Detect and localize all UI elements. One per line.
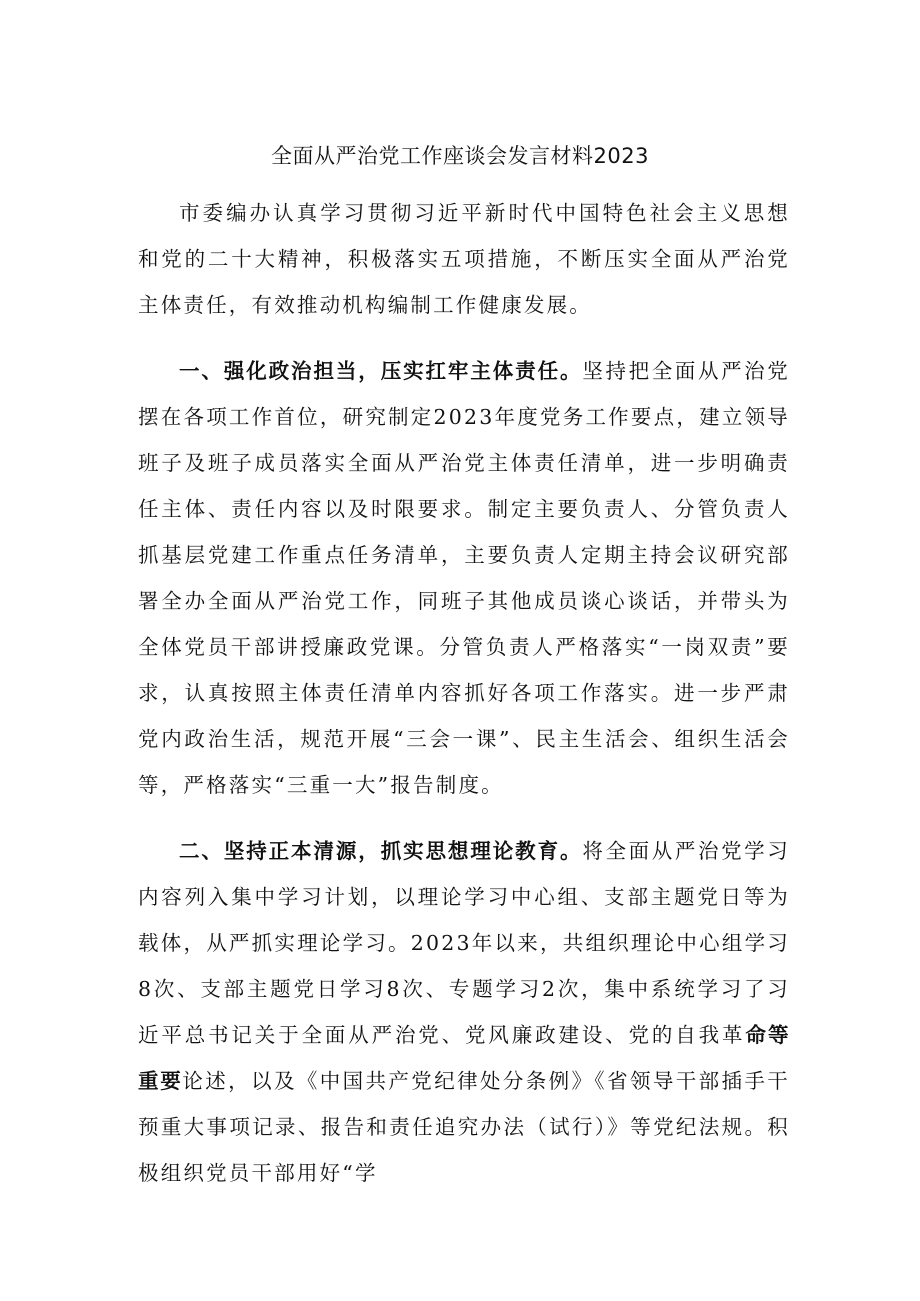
document-title: 全面从严治党工作座谈会发言材料2023 xyxy=(271,144,649,168)
paragraph-intro-text: 市委编办认真学习贯彻习近平新时代中国特色社会主义思想和党的二十大精神，积极落实五项措施，不断压实全面从严治党主体责任，有效推动机构编制工作健康发展。 xyxy=(138,201,790,317)
section-two-bold-inline: 命等重要 xyxy=(138,1023,791,1093)
section-two-heading: 二、坚持正本清源，抓实思想理论教育。 xyxy=(179,839,583,863)
paragraph-section-one xyxy=(138,348,790,808)
section-one-heading: 一、强化政治担当，压实扛牢主体责任。 xyxy=(179,359,583,383)
section-two-text-before: 将全面从严治党学习内容列入集中学习计划，以理论学习中心组、支部主题党日等为载体，从严抓实理论学习。2023年以来，共组织理论中心组学习8次、支部主题党日学习8次、专题学习2次，集中系统学习了习近平总书记关于全面从严治党、党风廉政建设、党的自我革 xyxy=(138,839,790,1047)
paragraph-section-two xyxy=(138,828,790,1196)
section-two-text-after: 论述，以及《中国共产党纪律处分条例》《省领导干部插手干预重大事项记录、报告和责任追究办法（试行）》等党纪法规。积极组织党员干部用好“学 xyxy=(138,1069,791,1185)
paragraph-intro xyxy=(138,190,790,328)
section-one-text: 坚持把全面从严治党摆在各项工作首位，研究制定2023年度党务工作要点，建立领导班子及班子成员落实全面从严治党主体责任清单，进一步明确责任主体、责任内容以及时限要求。制定主要负责人、分管负责人抓基层党建工作重点任务清单，主要负责人定期主持会议研究部署全办全面从严治党工作，同班子其他成员谈心谈话，并带头为全体党员干部讲授廉政党课。分管负责人严格落实“一岗双责”要求，认真按照主体责任清单内容抓好各项工作落实。进一步严肃党内政治生活，规范开展“三会一课”、民主生活会、组织生活会等，严格落实“三重一大”报告制度。 xyxy=(138,359,790,797)
